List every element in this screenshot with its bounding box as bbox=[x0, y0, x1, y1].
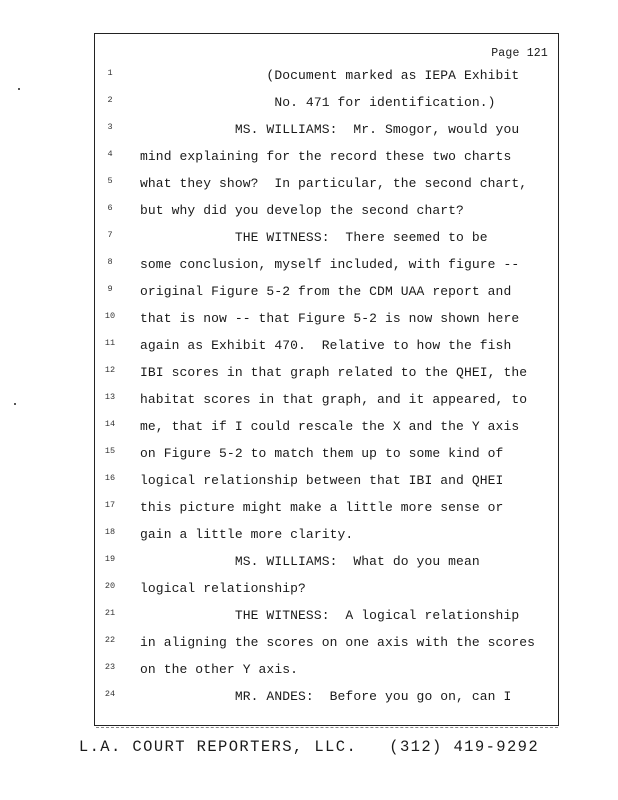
transcript-line: logical relationship between that IBI and QHEI bbox=[140, 473, 504, 488]
line-number: 7 bbox=[107, 230, 113, 240]
line-number: 3 bbox=[107, 122, 113, 132]
page-bottom-rule bbox=[96, 727, 558, 728]
line-number: 12 bbox=[104, 365, 116, 375]
transcript-line: logical relationship? bbox=[140, 581, 306, 596]
line-number: 17 bbox=[104, 500, 116, 510]
line-number: 24 bbox=[104, 689, 116, 699]
transcript-line: MR. ANDES: Before you go on, can I bbox=[140, 689, 512, 704]
transcript-line: some conclusion, myself included, with figure -- bbox=[140, 257, 520, 272]
transcript-line: on the other Y axis. bbox=[140, 662, 299, 677]
transcript-line: but why did you develop the second chart? bbox=[140, 203, 464, 218]
transcript-line: (Document marked as IEPA Exhibit bbox=[140, 68, 520, 83]
page-number: Page 121 bbox=[491, 47, 548, 60]
court-reporter-footer: L.A. COURT REPORTERS, LLC. (312) 419-9292 bbox=[78, 738, 540, 756]
transcript-line: No. 471 for identification.) bbox=[140, 95, 496, 110]
line-number: 22 bbox=[104, 635, 116, 645]
line-number: 1 bbox=[107, 68, 113, 78]
transcript-line: in aligning the scores on one axis with the scores bbox=[140, 635, 536, 650]
transcript-line: me, that if I could rescale the X and the Y axis bbox=[140, 419, 520, 434]
transcript-line: what they show? In particular, the second chart, bbox=[140, 176, 528, 191]
line-number: 14 bbox=[104, 419, 116, 429]
transcript-line: habitat scores in that graph, and it appeared, to bbox=[140, 392, 528, 407]
transcript-line: THE WITNESS: There seemed to be bbox=[140, 230, 488, 245]
line-number: 6 bbox=[107, 203, 113, 213]
transcript-line: this picture might make a little more sense or bbox=[140, 500, 504, 515]
line-number: 16 bbox=[104, 473, 116, 483]
transcript-line: gain a little more clarity. bbox=[140, 527, 354, 542]
transcript-line: on Figure 5-2 to match them up to some kind of bbox=[140, 446, 504, 461]
line-number: 18 bbox=[104, 527, 116, 537]
line-number: 23 bbox=[104, 662, 116, 672]
transcript-line: that is now -- that Figure 5-2 is now shown here bbox=[140, 311, 520, 326]
scan-speck bbox=[14, 403, 16, 405]
transcript-line: MS. WILLIAMS: What do you mean bbox=[140, 554, 480, 569]
line-number: 9 bbox=[107, 284, 113, 294]
line-number: 21 bbox=[104, 608, 116, 618]
line-number: 2 bbox=[107, 95, 113, 105]
transcript-line: IBI scores in that graph related to the QHEI, the bbox=[140, 365, 528, 380]
line-number: 19 bbox=[104, 554, 116, 564]
transcript-line: again as Exhibit 470. Relative to how the fish bbox=[140, 338, 512, 353]
transcript-line: THE WITNESS: A logical relationship bbox=[140, 608, 520, 623]
transcript-line: MS. WILLIAMS: Mr. Smogor, would you bbox=[140, 122, 520, 137]
transcript-line: mind explaining for the record these two charts bbox=[140, 149, 512, 164]
line-number: 13 bbox=[104, 392, 116, 402]
line-number: 20 bbox=[104, 581, 116, 591]
line-number: 11 bbox=[104, 338, 116, 348]
line-number: 5 bbox=[107, 176, 113, 186]
line-number: 4 bbox=[107, 149, 113, 159]
line-number: 15 bbox=[104, 446, 116, 456]
scan-speck bbox=[18, 88, 20, 90]
line-number: 10 bbox=[104, 311, 116, 321]
transcript-line: original Figure 5-2 from the CDM UAA report and bbox=[140, 284, 512, 299]
line-number: 8 bbox=[107, 257, 113, 267]
